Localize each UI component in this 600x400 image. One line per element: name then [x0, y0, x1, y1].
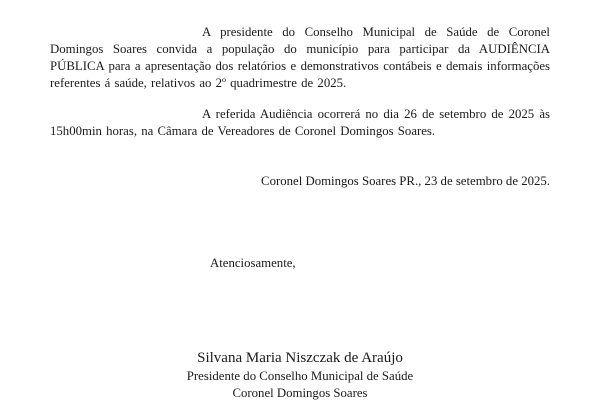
date-place-line: Coronel Domingos Soares PR., 23 de setembro de 2025.: [261, 174, 550, 188]
signature-name: Silvana Maria Niszczak de Araújo: [197, 350, 403, 366]
signature-role: Presidente do Conselho Municipal de Saúde: [186, 369, 414, 383]
signature-block: [50, 349, 550, 400]
signature-organization: Coronel Domingos Soares: [232, 385, 368, 400]
closing-salutation: Atenciosamente,: [210, 256, 296, 270]
notice-paragraph-audiencia: A presidente do Conselho Municipal de Saúde de Coronel Domingos Soares convida a população do município para participar da AUDIÊNCIA PÚBLICA para a apresentação dos relatórios e demonstrativos contábeis e demais informações referentes á saúde, relativos ao 2º quadrimestre de 2025.: [50, 25, 550, 90]
notice-paragraph-data-local: A referida Audiência ocorrerá no dia 26 de setembro de 2025 às 15h00min horas, na Câmara de Vereadores de Coronel Domingos Soares.: [50, 107, 550, 138]
